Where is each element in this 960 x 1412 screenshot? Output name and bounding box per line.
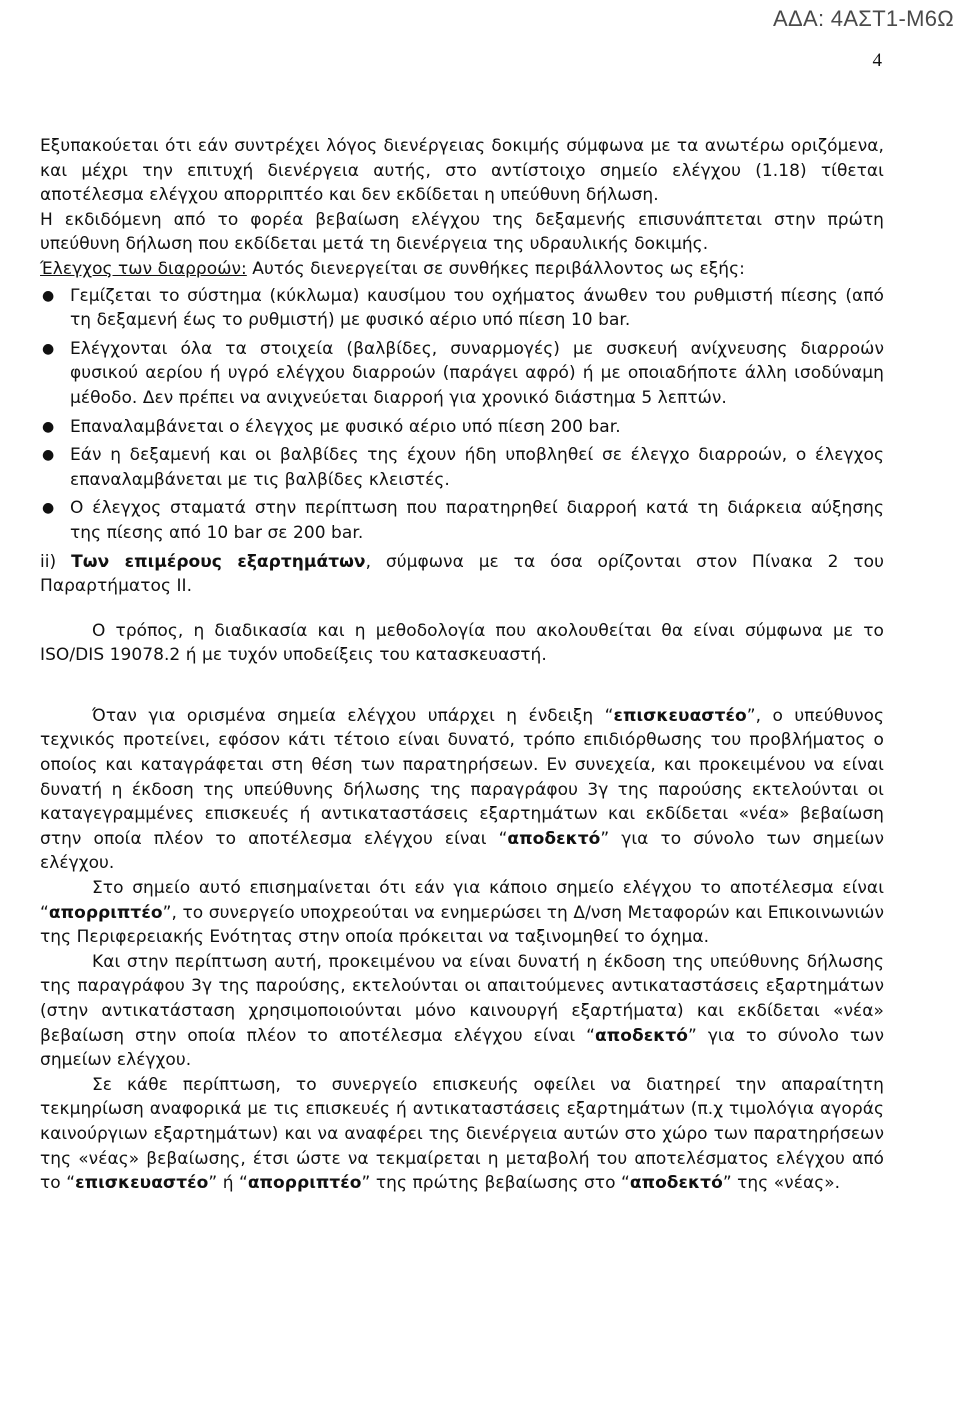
text-run: Και στην περίπτωση αυτή, προκειμένου να είναι δυνατή η έκδοση της υπεύθυνης δήλωσης της παραγράφου 3γ της παρούσης, εκτελούνται οι απαιτούμενες αντικαταστάσεις εξαρτημάτων (στην αντικατάσταση χρησιμοποιούνται μόνο καινουργή εξαρτήματα) και εκδίδεται «νέα» βεβαίωση στην οποία πλέον το αποτέλεσμα ελέγχου είναι <box>40 951 884 1046</box>
paragraph-replacement <box>40 950 884 1073</box>
status-accepted: αποδεκτό <box>507 828 601 849</box>
bullet-icon: ● <box>42 287 55 304</box>
item-ii-title: Των επιμέρους εξαρτημάτων <box>71 551 366 572</box>
quote-close: ” <box>208 1173 218 1194</box>
document-body <box>40 134 884 1196</box>
paragraph-method: Ο τρόπος, η διαδικασία και η μεθοδολογία που ακολουθείται θα είναι σύμφωνα με το ISO/DIS 19078.2 ή με τυχόν υποδείξεις του κατασκευαστή. <box>40 620 884 666</box>
quote-close: ” <box>688 1025 697 1046</box>
text-run: για το σύνολο των σημείων ελέγχου. <box>40 828 884 874</box>
list-item <box>40 284 884 333</box>
quote-close: ” <box>162 902 172 923</box>
list-item <box>40 443 884 492</box>
paragraph-test-result: Εξυπακούεται ότι εάν συντρέχει λόγος διενέργειας δοκιμής σύμφωνα με τα ανωτέρω οριζόμενα, και μέχρι την επιτυχή διενέργεια αυτής, στο αντίστοιχο σημείο ελέγχου (1.18) τίθεται αποτέλεσμα ελέγχου απορριπτέο και δεν εκδίδεται η υπεύθυνη δήλωση. <box>40 136 884 206</box>
text-run: ή <box>217 1173 239 1194</box>
text-run: Στο σημείο αυτό επισημαίνεται ότι εάν για κάποιο σημείο ελέγχου το αποτέλεσμα είναι <box>92 878 884 899</box>
list-item-text: Ελέγχονται όλα τα στοιχεία (βαλβίδες, συναρμογές) με συσκευή ανίχνευσης διαρροών φυσικού αερίου ή υγρό ελέγχου διαρροών (παράγει αφρό) ή με οποιαδήποτε άλλη ισοδύναμη μέθοδο. Δεν πρέπει να ανιχνεύεται διαρροή για χρονικό διάστημα 5 λεπτών. <box>70 338 884 408</box>
list-item-text: Ο έλεγχος σταματά στην περίπτωση που παρατηρηθεί διαρροή κατά τη διάρκεια αύξησης της πίεσης από 10 bar σε 200 bar. <box>70 498 884 543</box>
quote-open: “ <box>40 902 49 923</box>
status-repairable: επισκευαστέο <box>75 1173 209 1194</box>
status-rejected: απορριπτέο <box>48 902 163 923</box>
paragraph-leak-check <box>40 257 884 282</box>
text-run: για το σύνολο των σημείων ελέγχου. <box>40 1025 884 1071</box>
list-item-text: Επαναλαμβάνεται ο έλεγχος με φυσικό αέριο υπό πίεση 200 bar. <box>70 416 621 437</box>
ada-code: ΑΔΑ: 4ΑΣΤ1-Μ6Ω <box>773 6 954 31</box>
text-run: της «νέας». <box>731 1173 841 1194</box>
list-item-text: Εάν η δεξαμενή και οι βαλβίδες της έχουν ήδη υποβληθεί σε έλεγχο διαρροών, ο έλεγχος επαναλαμβάνεται με τις βαλβίδες κλειστές. <box>70 445 884 490</box>
text-run: Όταν για ορισμένα σημεία ελέγχου υπάρχει η ένδειξη <box>92 705 605 726</box>
quote-open: “ <box>238 1173 248 1194</box>
list-item <box>40 415 884 440</box>
list-item-text: Γεμίζεται το σύστημα (κύκλωμα) καυσίμου του οχήματος άνωθεν του ρυθμιστή πίεσης (από τη δεξαμενή έως το ρυθμιστή) με φυσικό αέριο υπό πίεση 10 bar. <box>70 285 884 331</box>
quote-open: “ <box>586 1025 596 1046</box>
item-ii-prefix: ii) <box>40 551 72 572</box>
status-accepted: αποδεκτό <box>629 1173 723 1194</box>
status-repairable: επισκευαστέο <box>613 705 747 726</box>
bullet-icon: ● <box>42 418 55 435</box>
leak-check-heading: Έλεγχος των διαρροών: <box>40 258 247 279</box>
text-run: Σε κάθε περίπτωση, το συνεργείο επισκευής οφείλει να διατηρεί την απαραίτητη τεκμηρίωση αναφορικά με τις επισκευές ή αντικαταστάσεις εξαρτημάτων (π.χ τιμολόγια αγοράς καινούργιων εξαρτημάτων) και να αναφέρει της διενέργεια αυτών στο χώρο των παρατηρήσεων της «νέας» βεβαίωσης, έτσι ώστε να τεκμαίρεται η μεταβολή του αποτελέσματος ελέγχου από το <box>40 1074 884 1194</box>
quote-open: “ <box>620 1173 630 1194</box>
quote-close: ” <box>600 828 610 849</box>
list-item <box>40 496 884 545</box>
quote-close: ” <box>746 705 756 726</box>
quote-close: ” <box>722 1173 732 1194</box>
quote-open: “ <box>498 828 508 849</box>
quote-close: ” <box>361 1173 371 1194</box>
paragraph-tank-certificate: Η εκδιδόμενη από το φορέα βεβαίωση ελέγχου της δεξαμενής επισυνάπτεται στην πρώτη υπεύθυνη δήλωση που εκδίδεται μετά τη διενέργεια της υδραυλικής δοκιμής. <box>40 209 884 255</box>
paragraph-item-ii <box>40 550 884 599</box>
paragraph-documentation <box>40 1073 884 1196</box>
status-rejected: απορριπτέο <box>247 1173 362 1194</box>
text-run: της πρώτης βεβαίωσης στο <box>370 1173 621 1194</box>
text-run: , το συνεργείο υποχρεούται να ενημερώσει τη Δ/νση Μεταφορών και Επικοινωνιών της Περιφερειακής Ενότητας στην οποία πρόκειται να ταξινομηθεί το όχημα. <box>40 902 884 948</box>
quote-open: “ <box>66 1173 76 1194</box>
status-accepted: αποδεκτό <box>595 1025 688 1046</box>
page-number: 4 <box>872 50 882 71</box>
bullet-icon: ● <box>42 447 55 464</box>
item-ii-text: , σύμφωνα με τα όσα ορίζονται στον Πίνακα 2 του Παραρτήματος ΙΙ. <box>40 551 885 597</box>
leak-check-intro: Αυτός διενεργείται σε συνθήκες περιβάλλοντος ως εξής: <box>246 258 745 279</box>
paragraph-rejected <box>40 876 884 950</box>
paragraph-repairable <box>40 704 884 876</box>
quote-open: “ <box>604 705 614 726</box>
list-item <box>40 337 884 411</box>
text-run: , ο υπεύθυνος τεχνικός προτείνει, εφόσον κάτι τέτοιο είναι δυνατό, τρόπο επιδιόρθωσης του προβλήματος ο οποίος και καταγράφεται στη θέση των παρατηρήσεων. Εν συνεχεία, και προκειμένου να είναι δυνατή η έκδοση της υπεύθυνης δήλωσης της παραγράφου 3γ της παρούσης εκτελούνται οι καταγεγραμμένες επισκευές ή αντικαταστάσεις εξαρτημάτων και εκδίδεται «νέα» βεβαίωση στην οποία πλέον το αποτέλεσμα ελέγχου είναι <box>40 705 884 849</box>
bullet-icon: ● <box>42 340 55 357</box>
bullet-icon: ● <box>42 500 55 517</box>
leak-check-list <box>40 284 884 546</box>
